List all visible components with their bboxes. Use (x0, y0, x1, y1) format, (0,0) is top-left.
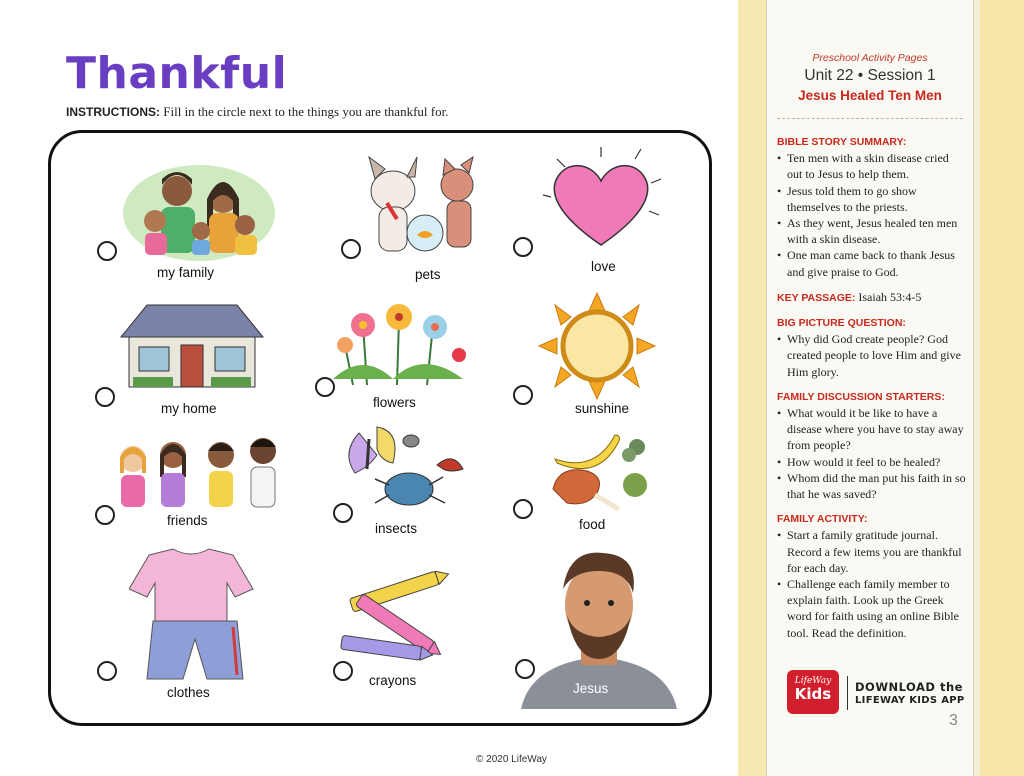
item-label-love: love (591, 259, 616, 274)
summary-heading: BIBLE STORY SUMMARY: (777, 136, 907, 148)
item-label-insects: insects (375, 521, 418, 536)
item-label-my-family: my family (157, 265, 214, 280)
logo-line2: Kids (794, 685, 832, 703)
item-label-jesus: Jesus (573, 681, 609, 696)
summary-item: • Ten men with a skin disease cried out to Jesus to help them. (777, 150, 967, 182)
key-passage-heading: KEY PASSAGE: (777, 291, 856, 304)
discussion-heading: FAMILY DISCUSSION STARTERS: (777, 390, 945, 403)
activity-board (48, 130, 712, 726)
info-panel (766, 0, 974, 776)
item-label-flowers: flowers (373, 395, 416, 410)
page-title: Thankful (66, 48, 288, 99)
instructions (66, 104, 448, 120)
big-picture-item: • Why did God create people? God created people to love Him and give Him glory. (777, 331, 967, 380)
download-line1[interactable]: DOWNLOAD the (855, 680, 963, 694)
pets-icon (353, 151, 483, 259)
activity-item: • Challenge each family member to explain faith. Look up the Greek word for faith using an online Bible tool. Read the definition. (777, 576, 967, 641)
panel-subtitle: Preschool Activity Pages (812, 52, 928, 64)
page-number: 3 (949, 712, 958, 729)
circle-my-family[interactable] (97, 241, 117, 261)
clothes-icon (129, 547, 255, 685)
discussion-item: • What would it be like to have a disease where you have to stay away from people? (777, 405, 967, 454)
item-label-pets: pets (415, 267, 441, 282)
crayons-icon (333, 571, 453, 671)
panel-body (777, 134, 967, 641)
house-icon (117, 297, 267, 393)
flowers-icon (323, 295, 473, 391)
summary-item: • Jesus told them to go show themselves to the priests. (777, 183, 967, 215)
item-label-my-home: my home (161, 401, 217, 416)
family-icon (121, 155, 277, 263)
story-title: Jesus Healed Ten Men (798, 88, 942, 103)
item-label-clothes: clothes (167, 685, 210, 700)
divider (777, 118, 963, 119)
download-line2[interactable]: LIFEWAY KIDS APP (855, 695, 965, 706)
copyright: © 2020 LifeWay (476, 754, 547, 765)
item-label-crayons: crayons (369, 673, 417, 688)
instructions-label: INSTRUCTIONS: (66, 105, 160, 119)
activity-heading: FAMILY ACTIVITY: (777, 513, 868, 526)
item-label-friends: friends (167, 513, 208, 528)
key-passage (777, 289, 967, 306)
big-picture-heading: BIG PICTURE QUESTION: (777, 317, 906, 330)
circle-love[interactable] (513, 237, 533, 257)
lifeway-kids-logo[interactable] (787, 670, 839, 714)
discussion-item: • How would it feel to be healed? (777, 454, 967, 470)
key-passage-value: Isaiah 53:4-5 (855, 289, 922, 304)
heart-icon (537, 145, 665, 255)
circle-food[interactable] (513, 499, 533, 519)
food-icon (543, 425, 653, 521)
circle-sunshine[interactable] (513, 385, 533, 405)
sun-icon (531, 291, 663, 401)
discussion-item: • Whom did the man put his faith in so that he was saved? (777, 470, 967, 502)
item-label-sunshine: sunshine (575, 401, 630, 416)
friends-icon (111, 433, 287, 511)
circle-clothes[interactable] (97, 661, 117, 681)
instructions-text: Fill in the circle next to the things you are thankful for. (160, 104, 449, 119)
circle-my-home[interactable] (95, 387, 115, 407)
unit-session: Unit 22 • Session 1 (804, 67, 936, 84)
logo-divider (847, 676, 848, 710)
activity-item: • Start a family gratitude journal. Record a few items you are thankful for each day. (777, 527, 967, 576)
logo-line1: LifeWay (794, 676, 832, 686)
summary-item: • As they went, Jesus healed ten men with a skin disease. (777, 215, 967, 247)
summary-item: • One man came back to thank Jesus and give praise to God. (777, 247, 967, 279)
insects-icon (333, 419, 473, 519)
item-label-food: food (579, 517, 606, 532)
